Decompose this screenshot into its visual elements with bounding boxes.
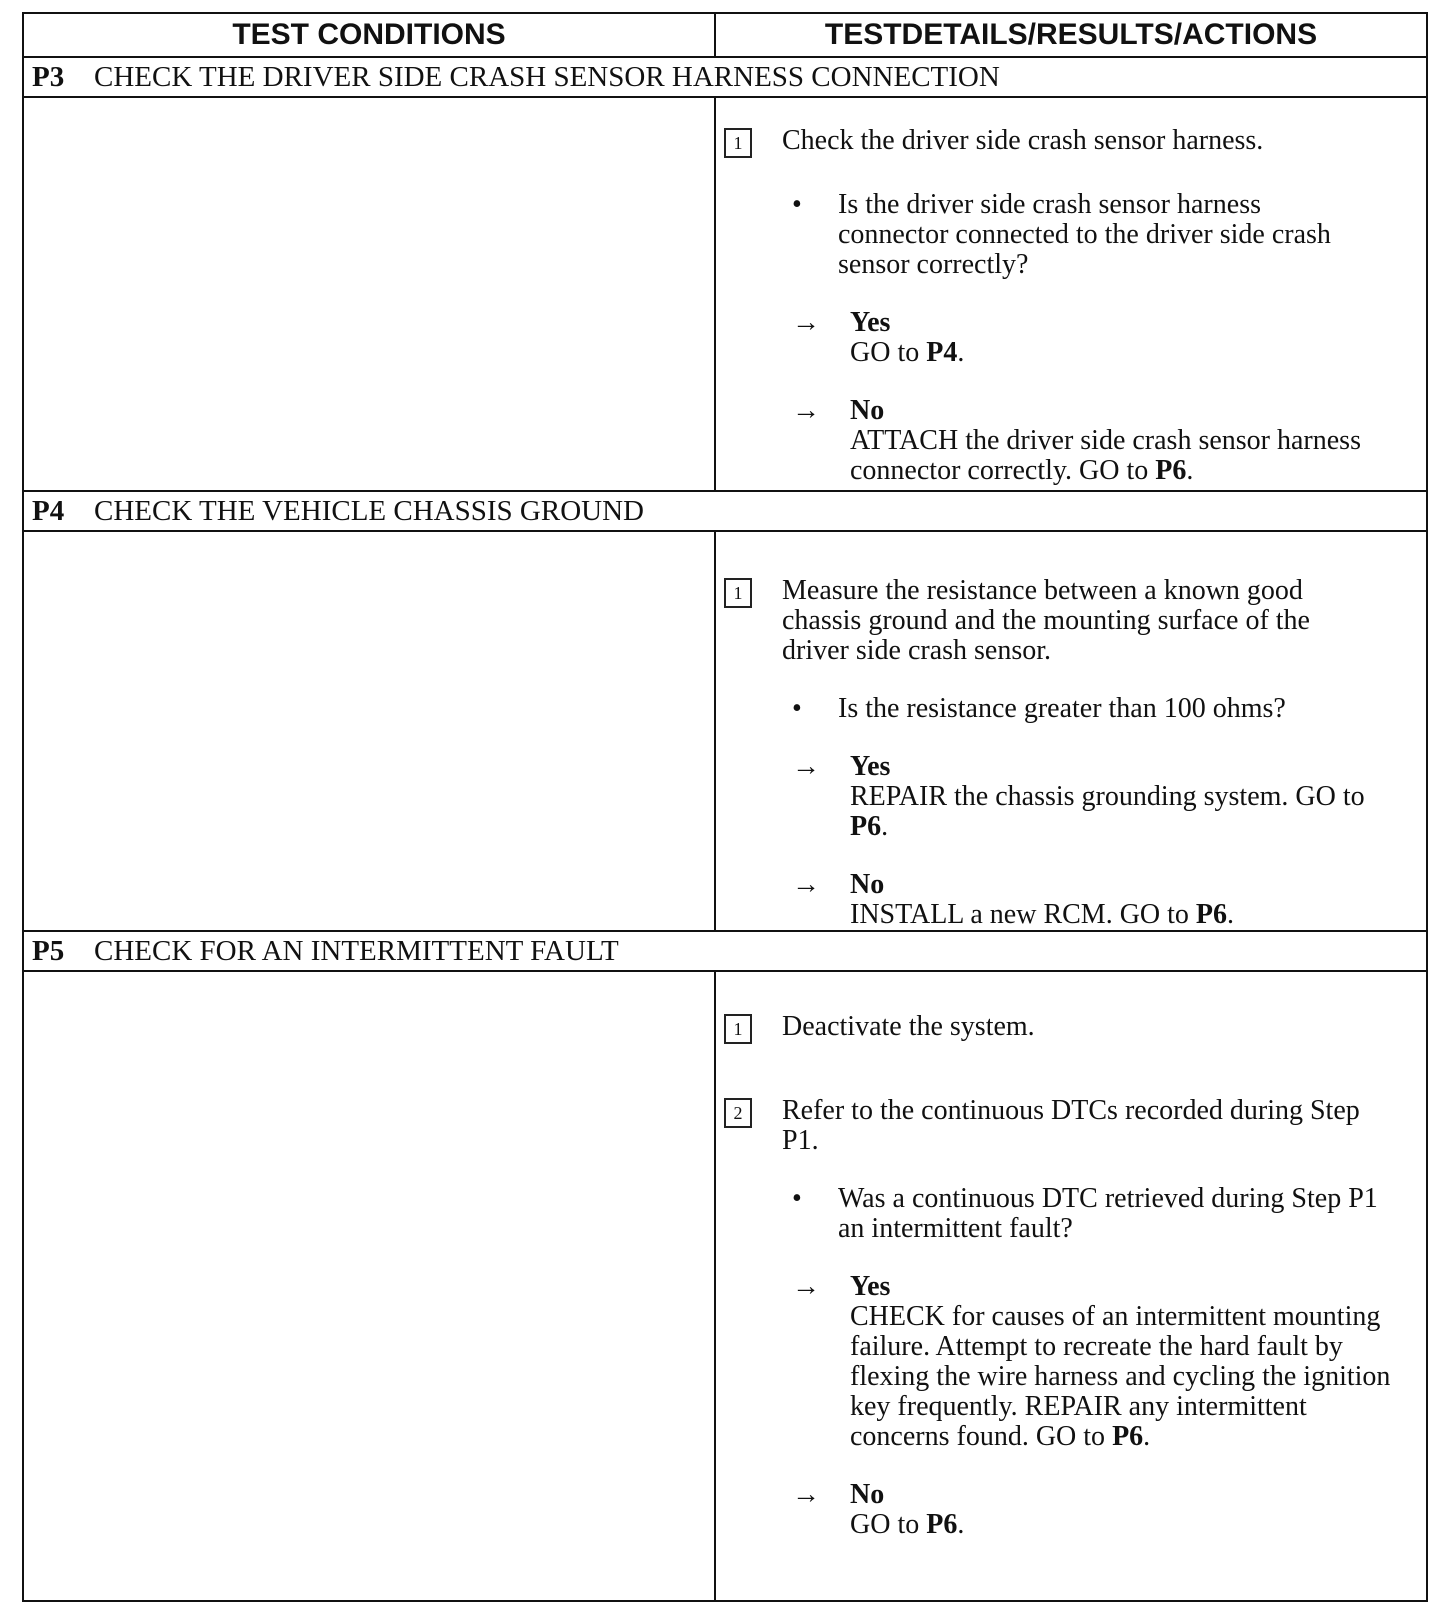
question-text: Is the driver side crash sensor harness connector connected to the driver side crash sensor correctly? <box>838 189 1331 280</box>
goto-step: P6 <box>1155 455 1187 486</box>
bullet-icon: • <box>792 1183 802 1214</box>
diagnostic-table <box>22 12 1428 1602</box>
step-title-text: CHECK FOR AN INTERMITTENT FAULT <box>94 934 619 967</box>
question-text: Is the resistance greater than 100 ohms? <box>838 693 1286 724</box>
step-id: P5 <box>32 934 65 967</box>
step-body-p4 <box>24 532 1426 932</box>
arrow-icon: → <box>792 751 820 782</box>
outcome-no <box>792 870 1416 930</box>
step-id: P3 <box>32 60 65 93</box>
step-title-p3 <box>24 58 1426 98</box>
question-item <box>792 694 1416 724</box>
header-test-details: TESTDETAILS/RESULTS/ACTIONS <box>824 18 1318 51</box>
action-item <box>724 1012 1416 1044</box>
action-text: Refer to the continuous DTCs recorded during Step P1. <box>782 1095 1360 1156</box>
goto-step: P6 <box>1195 899 1228 930</box>
outcome-yes <box>792 1272 1416 1452</box>
outcome-no <box>792 396 1416 486</box>
question-item <box>792 190 1416 280</box>
answer-text: INSTALL a new RCM. GO to P6. <box>850 899 1235 930</box>
arrow-icon: → <box>792 869 820 900</box>
question-text: Was a continuous DTC retrieved during Step P1 an intermittent fault? <box>838 1183 1378 1244</box>
step-body-p5 <box>24 972 1426 1600</box>
step-title-text: CHECK THE DRIVER SIDE CRASH SENSOR HARNESS CONNECTION <box>94 60 1000 93</box>
answer-text: GO to P4. <box>850 337 965 368</box>
action-item <box>724 576 1416 666</box>
action-item <box>724 1096 1416 1156</box>
test-details-cell <box>716 972 1426 1600</box>
outcome-no <box>792 1480 1416 1540</box>
answer-label: Yes <box>850 751 891 782</box>
action-text: Check the driver side crash sensor harness. <box>782 125 1264 156</box>
arrow-icon: → <box>792 395 820 426</box>
test-conditions-cell <box>24 98 716 490</box>
outcome-yes <box>792 308 1416 368</box>
bullet-icon: • <box>792 693 802 724</box>
answer-label: No <box>850 869 885 900</box>
action-text: Deactivate the system. <box>782 1011 1035 1042</box>
question-item <box>792 1184 1416 1244</box>
arrow-icon: → <box>792 307 820 338</box>
header-test-conditions: TEST CONDITIONS <box>24 14 716 56</box>
step-number-box: 1 <box>724 128 752 158</box>
answer-label: Yes <box>850 1271 891 1302</box>
step-number-box: 1 <box>724 1014 752 1044</box>
test-conditions-cell <box>24 532 716 930</box>
goto-step: P6 <box>926 1509 958 1540</box>
answer-text: REPAIR the chassis grounding system. GO to P6. <box>850 781 1365 842</box>
action-text: Measure the resistance between a known good chassis ground and the mounting surface of the driver side crash sensor. <box>782 575 1310 666</box>
arrow-icon: → <box>792 1271 820 1302</box>
step-title-text: CHECK THE VEHICLE CHASSIS GROUND <box>94 494 644 527</box>
arrow-icon: → <box>792 1479 820 1510</box>
step-title-p5 <box>24 932 1426 972</box>
action-item <box>724 126 1416 158</box>
test-details-cell <box>716 532 1426 930</box>
step-number-box: 1 <box>724 578 752 608</box>
table-header <box>24 14 1426 58</box>
step-number-box: 2 <box>724 1098 752 1128</box>
step-body-p3 <box>24 98 1426 492</box>
step-title-p4 <box>24 492 1426 532</box>
test-details-cell <box>716 98 1426 490</box>
test-conditions-cell <box>24 972 716 1600</box>
answer-label: No <box>850 395 885 426</box>
step-id: P4 <box>32 494 65 527</box>
answer-text: GO to P6. <box>850 1509 965 1540</box>
answer-text: CHECK for causes of an intermittent mounting failure. Attempt to recreate the hard fault by flexing the wire harness and cycling the ignition key frequently. REPAIR any intermittent concerns found. GO to P6. <box>850 1301 1391 1452</box>
answer-label: No <box>850 1479 885 1510</box>
goto-step: P4 <box>926 337 958 368</box>
bullet-icon: • <box>792 189 802 220</box>
answer-label: Yes <box>850 307 891 338</box>
goto-step: P6 <box>850 811 882 842</box>
answer-text: ATTACH the driver side crash sensor harness connector correctly. GO to P6. <box>850 425 1361 486</box>
goto-step: P6 <box>1112 1421 1144 1452</box>
outcome-yes <box>792 752 1416 842</box>
